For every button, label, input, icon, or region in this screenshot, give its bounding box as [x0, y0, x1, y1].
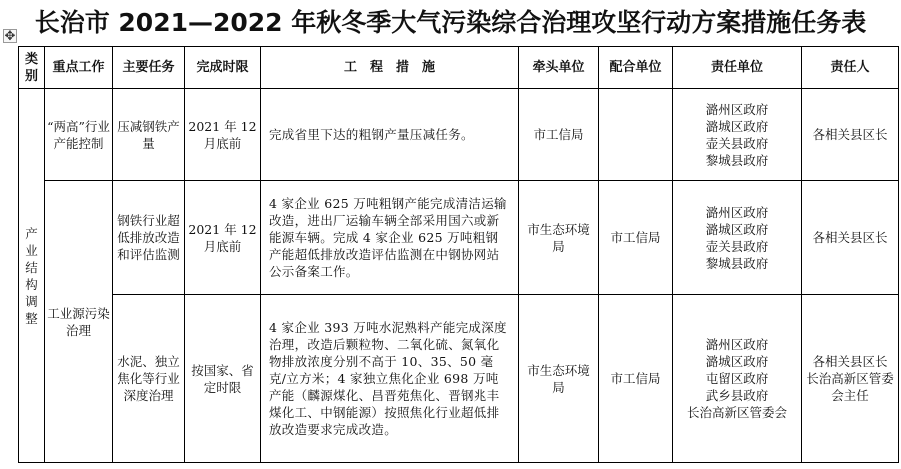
header-lead-unit: 牵头单位 — [519, 47, 599, 89]
responsible-unit-cell: 潞州区政府 潞城区政府 屯留区政府 武乡县政府 长治高新区管委会 — [673, 295, 802, 463]
table-header-row — [19, 47, 899, 89]
measure-cell: 4 家企业 625 万吨粗钢产能完成清洁运输改造，进出厂运输车辆全部采用国六或新能源车辆。完成 4 家企业 625 万吨粗钢产能超低排放改造评估监测在中钢协网站公示备案工作。 — [261, 181, 519, 295]
measure-cell: 4 家企业 393 万吨水泥熟料产能完成深度治理，改造后颗粒物、二氧化硫、氮氧化物排放浓度分别不高于 10、35、50 毫克/立方米；4 家独立焦化企业 698 万吨产能（麟源煤化、昌晋苑焦化、晋钢兆丰煤化工、中钢能源）按照焦化行业超低排放改造要求完成改造。 — [261, 295, 519, 463]
responsible-person-cell: 各相关县区长 — [802, 89, 899, 181]
responsible-unit-cell: 潞州区政府 潞城区政府 壶关县政府 黎城县政府 — [673, 181, 802, 295]
coop-unit-cell: 市工信局 — [599, 295, 673, 463]
key-work-cell: “两高”行业产能控制 — [45, 89, 113, 181]
task-cell: 压减钢铁产量 — [113, 89, 185, 181]
header-deadline: 完成时限 — [185, 47, 261, 89]
table-row — [19, 89, 899, 181]
lead-unit-cell: 市工信局 — [519, 89, 599, 181]
header-task: 主要任务 — [113, 47, 185, 89]
key-work-cell: 工业源污染治理 — [45, 181, 113, 463]
header-measure: 工 程 措 施 — [261, 47, 519, 89]
deadline-cell: 2021 年 12 月底前 — [185, 181, 261, 295]
coop-unit-cell: 市工信局 — [599, 181, 673, 295]
table-row — [19, 181, 899, 295]
header-responsible-unit: 责任单位 — [673, 47, 802, 89]
page-title: 长治市 2021—2022 年秋冬季大气污染综合治理攻坚行动方案措施任务表 — [34, 8, 867, 37]
lead-unit-cell: 市生态环境局 — [519, 295, 599, 463]
deadline-cell: 2021 年 12 月底前 — [185, 89, 261, 181]
measure-cell: 完成省里下达的粗钢产量压减任务。 — [261, 89, 519, 181]
task-cell: 水泥、独立焦化等行业深度治理 — [113, 295, 185, 463]
header-key-work: 重点工作 — [45, 47, 113, 89]
coop-unit-cell — [599, 89, 673, 181]
responsible-person-cell: 各相关县区长 — [802, 181, 899, 295]
task-cell: 钢铁行业超低排放改造和评估监测 — [113, 181, 185, 295]
header-responsible-person: 责任人 — [802, 47, 899, 89]
category-cell: 产业结构调整 — [19, 89, 45, 463]
responsible-unit-cell: 潞州区政府 潞城区政府 壶关县政府 黎城县政府 — [673, 89, 802, 181]
move-handle-icon[interactable]: ✥ — [4, 29, 16, 44]
lead-unit-cell: 市生态环境局 — [519, 181, 599, 295]
table-row — [19, 295, 899, 463]
header-coop-unit: 配合单位 — [599, 47, 673, 89]
responsible-person-cell: 各相关县区长 长治高新区管委会主任 — [802, 295, 899, 463]
task-table — [18, 46, 899, 463]
header-category: 类别 — [19, 47, 45, 89]
deadline-cell: 按国家、省定时限 — [185, 295, 261, 463]
